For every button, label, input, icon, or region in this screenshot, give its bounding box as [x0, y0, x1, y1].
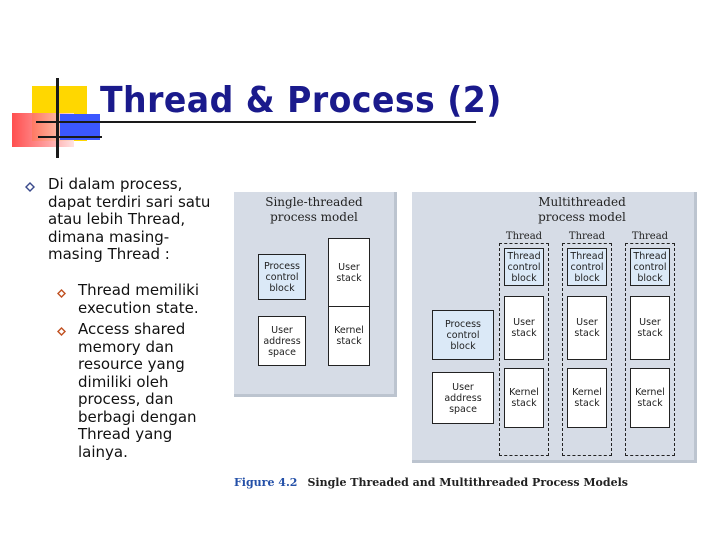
kernel-stack-block-2: Kernel stack — [567, 368, 607, 428]
sub-bullet-2-text: Access shared memory dan resource yang dimiliki oleh process, dan berbagi dengan Thread yang lainya. — [78, 320, 197, 461]
multithreaded-panel — [412, 192, 697, 463]
multi-header-line1: Multithreaded — [538, 195, 626, 209]
user-stack-block-2: User stack — [567, 296, 607, 360]
multi-user-address-block: User address space — [432, 372, 494, 424]
logo-vertical-line — [56, 78, 59, 158]
single-header-line1: Single-threaded — [265, 195, 363, 209]
single-user-address-block: User address space — [258, 316, 306, 366]
tcb-block-3: Thread control block — [630, 248, 670, 286]
logo-horizontal-line — [38, 136, 102, 138]
single-user-stack-block: User stack — [328, 238, 370, 308]
thread-label: Thread — [568, 231, 606, 242]
multi-header — [512, 195, 652, 225]
single-pcb-block: Process control block — [258, 254, 306, 300]
sub-bullet-1-text: Thread memiliki execution state. — [78, 281, 200, 317]
single-threaded-panel — [234, 192, 397, 397]
bullet-main-text: Di dalam process, dapat terdiri sari satu atau lebih Thread, dimana masing-masing Thread : — [48, 175, 211, 263]
kernel-stack-block-1: Kernel stack — [504, 368, 544, 428]
tcb-block-2: Thread control block — [567, 248, 607, 286]
diamond-sub-bullet-icon — [57, 289, 66, 298]
figure-caption — [234, 476, 628, 489]
user-stack-block-1: User stack — [504, 296, 544, 360]
figure-number: Figure 4.2 — [234, 476, 298, 489]
page-title: Thread & Process (2) — [100, 80, 502, 121]
single-header — [234, 195, 394, 225]
single-header-line2: process model — [270, 210, 358, 224]
tcb-block-1: Thread control block — [504, 248, 544, 286]
diamond-bullet-icon — [25, 182, 35, 192]
kernel-stack-block-3: Kernel stack — [630, 368, 670, 428]
title-underline — [36, 121, 476, 123]
thread-label: Thread — [505, 231, 543, 242]
single-kernel-stack-block: Kernel stack — [328, 306, 370, 366]
diamond-sub-bullet-icon — [57, 327, 66, 336]
multi-pcb-block: Process control block — [432, 310, 494, 360]
figure-caption-text: Single Threaded and Multithreaded Process Models — [307, 476, 628, 489]
thread-label: Thread — [631, 231, 669, 242]
multi-header-line2: process model — [538, 210, 626, 224]
user-stack-block-3: User stack — [630, 296, 670, 360]
